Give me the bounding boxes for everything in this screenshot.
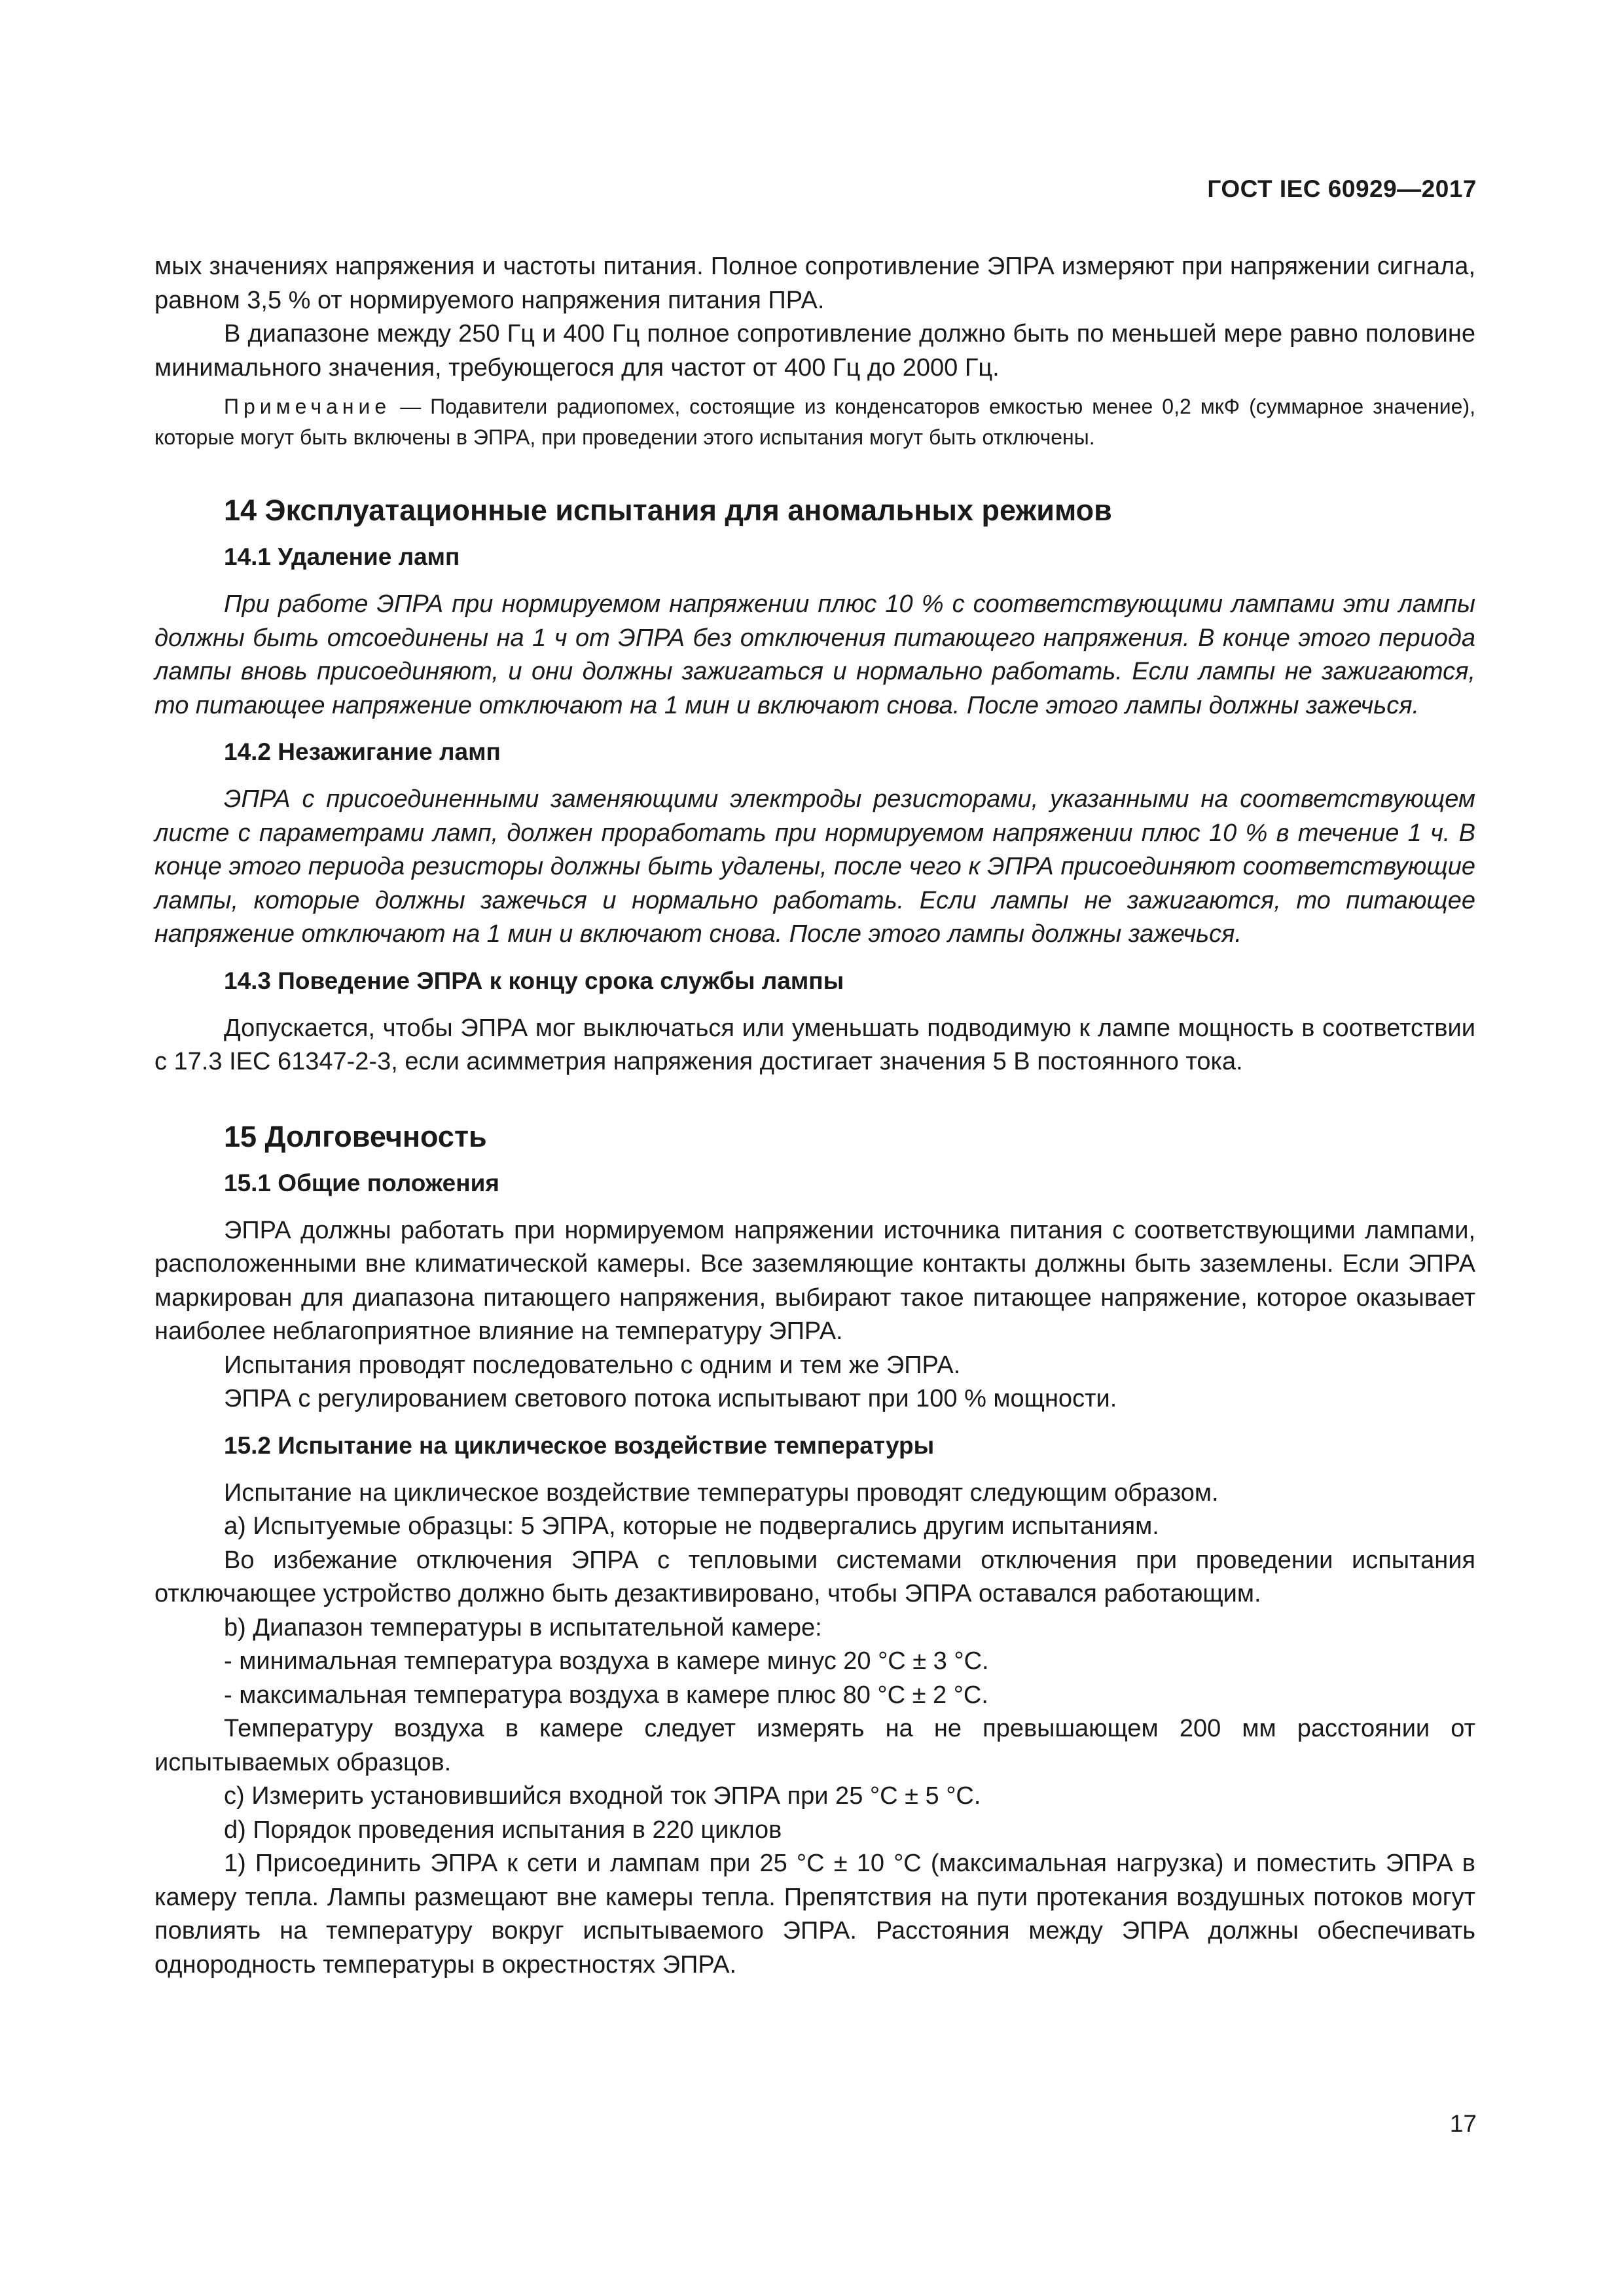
- subsection-15-2-item-d: d) Порядок проведения испытания в 220 циклов: [224, 1816, 782, 1844]
- subsection-15-2-item-b: b) Диапазон температуры в испытательной камере:: [224, 1613, 822, 1641]
- subsection-15-2-item-c: c) Измерить установившийся входной ток ЭПРА при 25 °С ± 5 °С.: [224, 1782, 981, 1810]
- subsection-15-1-heading: 15.1 Общие положения: [224, 1169, 499, 1196]
- subsection-15-2-step-1: 1) Присоединить ЭПРА к сети и лампам при 25 °С ± 10 °С (максимальная нагрузка) и поместить ЭПРА в камеру тепла. Лампы размещают вне камеры тепла. Препятствия на пути протекания воздушных потоков могут повлиять на температуру вокруг испытываемого ЭПРА. Расстояния между ЭПРА должны обеспечивать однородность температуры в окрестностях ЭПРА.: [154, 1850, 1475, 1979]
- intro-paragraph-2: В диапазоне между 250 Гц и 400 Гц полное сопротивление должно быть по меньшей мере равно половине минимального значения, требующегося для частот от 400 Гц до 2000 Гц.: [154, 320, 1475, 382]
- section-14-heading: 14 Эксплуатационные испытания для аномальных режимов: [224, 493, 1112, 527]
- page-number: 17: [1449, 2110, 1477, 2137]
- subsection-15-2-min-temp: - минимальная температура воздуха в камере минус 20 °С ± 3 °С.: [224, 1647, 989, 1675]
- subsection-15-2-item-a: a) Испытуемые образцы: 5 ЭПРА, которые не подвергались другим испытаниям.: [224, 1513, 1159, 1540]
- subsection-15-2-paragraph-3: Во избежание отключения ЭПРА с тепловыми системами отключения при проведении испытания отключающее устройство должно быть дезактивировано, чтобы ЭПРА оставался работающим.: [154, 1546, 1475, 1607]
- note-paragraph: [154, 391, 1475, 453]
- subsection-14-1-heading: 14.1 Удаление ламп: [224, 543, 460, 570]
- subsection-15-2-max-temp: - максимальная температура воздуха в камере плюс 80 °С ± 2 °С.: [224, 1681, 988, 1709]
- subsection-14-2-heading: 14.2 Незажигание ламп: [224, 738, 501, 765]
- subsection-14-3-heading: 14.3 Поведение ЭПРА к концу срока службы лампы: [224, 967, 844, 994]
- section-15-heading: 15 Долговечность: [224, 1119, 487, 1153]
- subsection-15-2-paragraph-7: Температуру воздуха в камере следует измерять на не превышающем 200 мм расстоянии от испытываемых образцов.: [154, 1715, 1475, 1776]
- subsection-15-2-heading: 15.2 Испытание на циклическое воздействие температуры: [224, 1431, 935, 1459]
- subsection-15-1-paragraph-3: ЭПРА с регулированием светового потока испытывают при 100 % мощности.: [224, 1385, 1117, 1412]
- document-code-header: ГОСТ IEC 60929—2017: [1207, 175, 1477, 202]
- page-content: [154, 250, 1475, 1982]
- subsection-14-3-text: Допускается, чтобы ЭПРА мог выключаться или уменьшать подводимую к лампе мощность в соответствии с 17.3 IEC 61347-2-3, если асимметрия напряжения достигает значения 5 В постоянного тока.: [154, 1014, 1475, 1075]
- subsection-15-1-paragraph-2: Испытания проводят последовательно с одним и тем же ЭПРА.: [224, 1351, 961, 1379]
- subsection-15-2-paragraph-1: Испытание на циклическое воздействие температуры проводят следующим образом.: [224, 1479, 1219, 1507]
- intro-paragraph-1: мых значениях напряжения и частоты питания. Полное сопротивление ЭПРА измеряют при напряжении сигнала, равном 3,5 % от нормируемого напряжения питания ПРА.: [154, 253, 1475, 314]
- note-text: — Подавители радиопомех, состоящие из конденсаторов емкостью менее 0,2 мкФ (суммарное значение), которые могут быть включены в ЭПРА, при проведении этого испытания могут быть отключены.: [154, 395, 1475, 449]
- subsection-15-1-paragraph-1: ЭПРА должны работать при нормируемом напряжении источника питания с соответствующими лампами, расположенными вне климатической камеры. Все заземляющие контакты должны быть заземлены. Если ЭПРА маркирован для диапазона питающего напряжения, выбирают такое питающее напряжение, которое оказывает наиболее неблагоприятное влияние на температуру ЭПРА.: [154, 1216, 1475, 1345]
- subsection-14-2-text: ЭПРА с присоединенными заменяющими электроды резисторами, указанными на соответствующем листе с параметрами ламп, должен проработать при нормируемом напряжении плюс 10 % в течение 1 ч. В конце этого периода резисторы должны быть удалены, после чего к ЭПРА присоединяют соответствующие лампы, которые должны зажечься и нормально работать. Если лампы не зажигаются, то питающее напряжение отключают на 1 мин и включают снова. После этого лампы должны зажечься.: [154, 785, 1475, 948]
- subsection-14-1-text: При работе ЭПРА при нормируемом напряжении плюс 10 % с соответствующими лампами эти лампы должны быть отсоединены на 1 ч от ЭПРА без отключения питающего напряжения. В конце этого периода лампы вновь присоединяют, и они должны зажигаться и нормально работать. Если лампы не зажигаются, то питающее напряжение отключают на 1 мин и включают снова. После этого лампы должны зажечься.: [154, 590, 1475, 719]
- note-label: Примечание: [224, 395, 391, 418]
